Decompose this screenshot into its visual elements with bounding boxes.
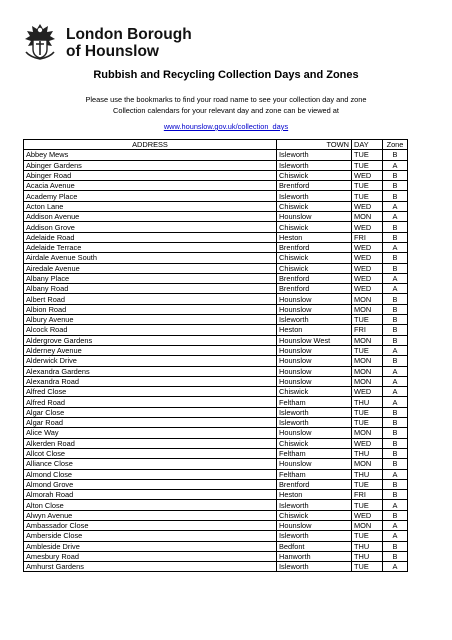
cell-address: Acton Lane xyxy=(24,201,277,211)
collection-table xyxy=(23,139,408,572)
cell-zone: B xyxy=(383,490,408,500)
cell-town: Chiswick xyxy=(277,438,352,448)
table-row xyxy=(24,273,408,283)
cell-day: MON xyxy=(352,366,383,376)
cell-zone: A xyxy=(383,397,408,407)
cell-day: THU xyxy=(352,541,383,551)
table-row xyxy=(24,469,408,479)
cell-zone: A xyxy=(383,531,408,541)
cell-address: Alice Way xyxy=(24,428,277,438)
cell-day: WED xyxy=(352,170,383,180)
cell-zone: B xyxy=(383,263,408,273)
cell-zone: A xyxy=(383,284,408,294)
header-town: TOWN xyxy=(277,140,352,150)
cell-zone: B xyxy=(383,448,408,458)
table-row xyxy=(24,294,408,304)
table-row xyxy=(24,253,408,263)
cell-address: Abbey Mews xyxy=(24,150,277,160)
cell-town: Chiswick xyxy=(277,253,352,263)
cell-town: Hounslow xyxy=(277,345,352,355)
table-row xyxy=(24,212,408,222)
cell-zone: B xyxy=(383,191,408,201)
cell-address: Alfred Close xyxy=(24,387,277,397)
table-row xyxy=(24,242,408,252)
cell-town: Brentford xyxy=(277,479,352,489)
table-row xyxy=(24,397,408,407)
cell-zone: B xyxy=(383,253,408,263)
cell-day: WED xyxy=(352,201,383,211)
cell-day: MON xyxy=(352,294,383,304)
table-row xyxy=(24,428,408,438)
table-row xyxy=(24,562,408,572)
organisation-name xyxy=(66,26,192,60)
table-row xyxy=(24,520,408,530)
cell-town: Hounslow xyxy=(277,520,352,530)
table-row xyxy=(24,531,408,541)
cell-address: Abinger Road xyxy=(24,170,277,180)
cell-zone: B xyxy=(383,181,408,191)
cell-day: THU xyxy=(352,448,383,458)
table-row xyxy=(24,366,408,376)
table-row xyxy=(24,438,408,448)
cell-day: THU xyxy=(352,397,383,407)
cell-town: Chiswick xyxy=(277,263,352,273)
cell-town: Hounslow xyxy=(277,294,352,304)
cell-town: Bedfont xyxy=(277,541,352,551)
cell-zone: B xyxy=(383,170,408,180)
cell-zone: B xyxy=(383,294,408,304)
cell-zone: B xyxy=(383,479,408,489)
cell-day: TUE xyxy=(352,315,383,325)
cell-town: Isleworth xyxy=(277,562,352,572)
cell-town: Feltham xyxy=(277,469,352,479)
intro-line-2: Collection calendars for your relevant day and zone can be viewed at xyxy=(113,105,339,115)
cell-zone: A xyxy=(383,500,408,510)
cell-zone: A xyxy=(383,520,408,530)
cell-address: Alderwick Drive xyxy=(24,356,277,366)
cell-day: WED xyxy=(352,273,383,283)
table-row xyxy=(24,181,408,191)
cell-address: Adelaide Road xyxy=(24,232,277,242)
cell-zone: B xyxy=(383,438,408,448)
table-row xyxy=(24,201,408,211)
cell-zone: B xyxy=(383,459,408,469)
cell-town: Hounslow xyxy=(277,304,352,314)
cell-town: Isleworth xyxy=(277,315,352,325)
table-row xyxy=(24,407,408,417)
cell-town: Hounslow xyxy=(277,366,352,376)
cell-day: FRI xyxy=(352,232,383,242)
cell-address: Amhurst Gardens xyxy=(24,562,277,572)
cell-zone: B xyxy=(383,541,408,551)
cell-town: Isleworth xyxy=(277,407,352,417)
table-row xyxy=(24,551,408,561)
intro-line-1: Please use the bookmarks to find your road name to see your collection day and zone xyxy=(85,95,367,104)
table-row xyxy=(24,479,408,489)
document-title: Rubbish and Recycling Collection Days and Zones xyxy=(93,69,359,81)
cell-day: MON xyxy=(352,459,383,469)
cell-zone: A xyxy=(383,387,408,397)
cell-day: TUE xyxy=(352,500,383,510)
cell-day: MON xyxy=(352,356,383,366)
cell-town: Chiswick xyxy=(277,387,352,397)
cell-zone: B xyxy=(383,325,408,335)
cell-day: TUE xyxy=(352,150,383,160)
org-name-line2: of Hounslow xyxy=(66,43,159,60)
collection-days-link[interactable]: www.hounslow.gov.uk/collection_days xyxy=(163,122,289,131)
cell-zone: B xyxy=(383,356,408,366)
cell-address: Alderney Avenue xyxy=(24,345,277,355)
header-zone: Zone xyxy=(383,140,408,150)
table-row xyxy=(24,170,408,180)
cell-zone: B xyxy=(383,150,408,160)
cell-zone: B xyxy=(383,232,408,242)
cell-zone: A xyxy=(383,273,408,283)
cell-address: Alliance Close xyxy=(24,459,277,469)
header-address: ADDRESS xyxy=(24,140,277,150)
table-row xyxy=(24,315,408,325)
cell-zone: A xyxy=(383,345,408,355)
cell-day: MON xyxy=(352,212,383,222)
header-day: DAY xyxy=(352,140,383,150)
cell-zone: A xyxy=(383,469,408,479)
cell-day: TUE xyxy=(352,562,383,572)
cell-day: TUE xyxy=(352,479,383,489)
cell-zone: A xyxy=(383,160,408,170)
cell-address: Alcock Road xyxy=(24,325,277,335)
cell-address: Alkerden Road xyxy=(24,438,277,448)
borough-crest-icon xyxy=(20,22,60,62)
cell-day: TUE xyxy=(352,407,383,417)
cell-day: MON xyxy=(352,335,383,345)
cell-address: Albany Place xyxy=(24,273,277,283)
cell-address: Ambassador Close xyxy=(24,520,277,530)
cell-town: Chiswick xyxy=(277,170,352,180)
cell-address: Allcot Close xyxy=(24,448,277,458)
table-row xyxy=(24,356,408,366)
cell-town: Hanworth xyxy=(277,551,352,561)
table-row xyxy=(24,335,408,345)
cell-town: Hounslow xyxy=(277,212,352,222)
cell-address: Acacia Avenue xyxy=(24,181,277,191)
cell-day: WED xyxy=(352,438,383,448)
cell-day: TUE xyxy=(352,191,383,201)
cell-address: Aldergrove Gardens xyxy=(24,335,277,345)
table-row xyxy=(24,191,408,201)
cell-address: Airedale Avenue xyxy=(24,263,277,273)
cell-address: Amesbury Road xyxy=(24,551,277,561)
table-row xyxy=(24,160,408,170)
cell-day: WED xyxy=(352,242,383,252)
cell-zone: A xyxy=(383,201,408,211)
cell-town: Isleworth xyxy=(277,418,352,428)
cell-town: Isleworth xyxy=(277,500,352,510)
cell-town: Brentford xyxy=(277,242,352,252)
cell-zone: B xyxy=(383,304,408,314)
cell-zone: A xyxy=(383,366,408,376)
cell-address: Alexandra Road xyxy=(24,376,277,386)
cell-town: Isleworth xyxy=(277,160,352,170)
cell-address: Albion Road xyxy=(24,304,277,314)
table-row xyxy=(24,500,408,510)
cell-zone: B xyxy=(383,335,408,345)
cell-day: TUE xyxy=(352,345,383,355)
cell-town: Hounslow xyxy=(277,428,352,438)
table-row xyxy=(24,345,408,355)
table-row xyxy=(24,459,408,469)
cell-day: WED xyxy=(352,263,383,273)
cell-day: WED xyxy=(352,284,383,294)
cell-day: MON xyxy=(352,304,383,314)
cell-zone: A xyxy=(383,242,408,252)
table-row xyxy=(24,490,408,500)
cell-address: Almond Grove xyxy=(24,479,277,489)
table-row xyxy=(24,376,408,386)
cell-address: Academy Place xyxy=(24,191,277,201)
cell-town: Hounslow xyxy=(277,459,352,469)
org-name-line1: London Borough xyxy=(66,26,192,43)
cell-day: MON xyxy=(352,376,383,386)
cell-address: Albert Road xyxy=(24,294,277,304)
intro-text xyxy=(0,95,452,116)
cell-town: Isleworth xyxy=(277,191,352,201)
cell-address: Alton Close xyxy=(24,500,277,510)
table-row xyxy=(24,304,408,314)
cell-address: Ambleside Drive xyxy=(24,541,277,551)
cell-address: Abinger Gardens xyxy=(24,160,277,170)
cell-town: Hounslow xyxy=(277,356,352,366)
cell-address: Algar Road xyxy=(24,418,277,428)
cell-address: Addison Grove xyxy=(24,222,277,232)
cell-town: Brentford xyxy=(277,284,352,294)
cell-day: WED xyxy=(352,253,383,263)
cell-day: THU xyxy=(352,469,383,479)
table-header-row xyxy=(24,140,408,150)
cell-town: Chiswick xyxy=(277,201,352,211)
table-row xyxy=(24,418,408,428)
table-row xyxy=(24,222,408,232)
table-row xyxy=(24,387,408,397)
cell-town: Heston xyxy=(277,325,352,335)
cell-zone: B xyxy=(383,222,408,232)
table-row xyxy=(24,150,408,160)
cell-address: Alexandra Gardens xyxy=(24,366,277,376)
cell-zone: B xyxy=(383,315,408,325)
cell-address: Addison Avenue xyxy=(24,212,277,222)
cell-address: Alfred Road xyxy=(24,397,277,407)
cell-day: MON xyxy=(352,520,383,530)
cell-day: TUE xyxy=(352,160,383,170)
cell-zone: A xyxy=(383,562,408,572)
table-row xyxy=(24,541,408,551)
cell-address: Albany Road xyxy=(24,284,277,294)
cell-town: Isleworth xyxy=(277,531,352,541)
cell-day: WED xyxy=(352,387,383,397)
cell-day: TUE xyxy=(352,418,383,428)
cell-town: Brentford xyxy=(277,273,352,283)
cell-day: TUE xyxy=(352,181,383,191)
table-row xyxy=(24,232,408,242)
table-row xyxy=(24,284,408,294)
cell-town: Brentford xyxy=(277,181,352,191)
cell-town: Hounslow xyxy=(277,376,352,386)
cell-town: Hounslow West xyxy=(277,335,352,345)
cell-address: Algar Close xyxy=(24,407,277,417)
cell-day: FRI xyxy=(352,325,383,335)
cell-address: Airdale Avenue South xyxy=(24,253,277,263)
table-row xyxy=(24,448,408,458)
cell-day: TUE xyxy=(352,531,383,541)
cell-day: MON xyxy=(352,428,383,438)
cell-day: FRI xyxy=(352,490,383,500)
cell-town: Chiswick xyxy=(277,510,352,520)
cell-day: WED xyxy=(352,222,383,232)
cell-zone: A xyxy=(383,376,408,386)
cell-zone: B xyxy=(383,510,408,520)
cell-town: Heston xyxy=(277,232,352,242)
cell-zone: B xyxy=(383,407,408,417)
cell-day: THU xyxy=(352,551,383,561)
cell-zone: B xyxy=(383,418,408,428)
cell-town: Chiswick xyxy=(277,222,352,232)
cell-town: Isleworth xyxy=(277,150,352,160)
cell-zone: B xyxy=(383,551,408,561)
cell-day: WED xyxy=(352,510,383,520)
cell-address: Amberside Close xyxy=(24,531,277,541)
table-row xyxy=(24,325,408,335)
cell-zone: B xyxy=(383,428,408,438)
table-row xyxy=(24,263,408,273)
cell-address: Albury Avenue xyxy=(24,315,277,325)
cell-address: Almond Close xyxy=(24,469,277,479)
cell-address: Alwyn Avenue xyxy=(24,510,277,520)
cell-town: Heston xyxy=(277,490,352,500)
cell-town: Feltham xyxy=(277,397,352,407)
table-row xyxy=(24,510,408,520)
cell-address: Almorah Road xyxy=(24,490,277,500)
cell-zone: A xyxy=(383,212,408,222)
cell-town: Feltham xyxy=(277,448,352,458)
cell-address: Adelaide Terrace xyxy=(24,242,277,252)
